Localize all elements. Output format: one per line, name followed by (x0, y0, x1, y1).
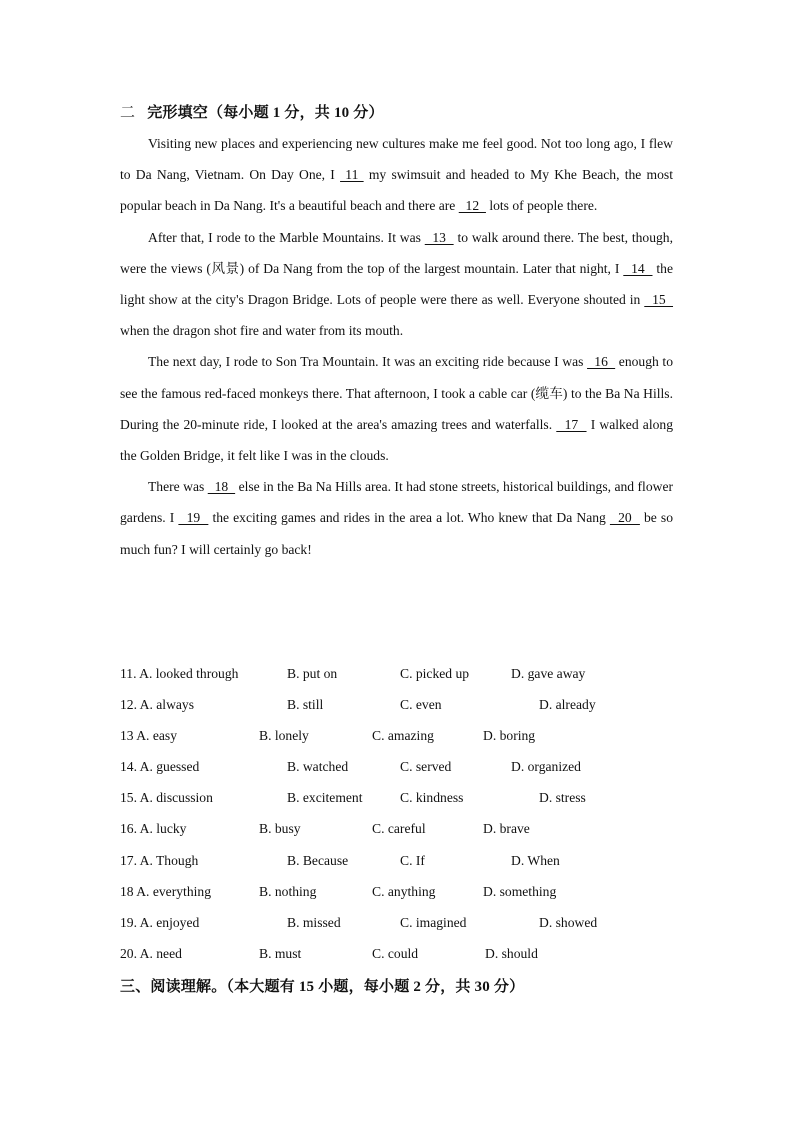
passage-text: Visiting new places and experiencing new cultures make me feel good. Not too long ago, I flew to Da Nang, Vietnam. On Day One, I (120, 136, 673, 183)
blank-16: 16 (587, 354, 616, 370)
option-a: 17. A. Though (120, 852, 199, 868)
option-c: C. If (400, 852, 425, 868)
question-16-options (120, 813, 680, 844)
option-c: C. amazing (372, 728, 434, 744)
option-b: B. missed (287, 914, 341, 930)
option-b: B. busy (259, 821, 301, 837)
option-b: B. watched (287, 759, 349, 775)
cloze-passage (120, 128, 673, 565)
passage-text: I walked along the Golden Bridge, it felt like I was in the clouds. (120, 416, 674, 464)
option-d: D. something (483, 883, 557, 899)
option-c: C. kindness (400, 790, 464, 806)
blank-20: 20 (609, 510, 640, 526)
option-b: B. still (287, 697, 324, 713)
option-b: B. nothing (259, 883, 317, 899)
question-20-options (120, 938, 680, 969)
question-14-options (120, 751, 680, 782)
option-d: D. gave away (511, 666, 586, 681)
blank-12: 12 (458, 198, 486, 214)
option-c: C. even (400, 697, 442, 713)
option-d: D. boring (483, 728, 536, 744)
blank-17: 17 (556, 416, 587, 432)
passage-paragraph-4 (120, 471, 673, 565)
blank-13: 13 (424, 229, 454, 245)
option-a: 20. A. need (120, 945, 182, 961)
passage-text: be so much fun? I will certainly go back! (120, 510, 673, 557)
passage-text: After that, I rode to the Marble Mountains. It was (148, 229, 425, 245)
option-d: D. already (539, 697, 596, 713)
section-2-number: 二 (120, 105, 136, 121)
option-d: D. showed (539, 914, 598, 930)
passage-text: There was (148, 479, 208, 495)
blank-19: 19 (178, 510, 209, 526)
question-17-options (120, 845, 680, 876)
passage-paragraph-3 (120, 346, 673, 471)
blank-18: 18 (207, 479, 236, 495)
passage-text: the light show at the city's Dragon Bridge. Lots of people were there as well. Everyone shouted in (120, 260, 674, 308)
passage-paragraph-2 (120, 222, 673, 347)
option-a: 18 A. everything (120, 883, 211, 899)
option-a: 11. A. looked through (120, 666, 239, 681)
option-d: D. brave (483, 821, 530, 837)
option-b: B. must (259, 945, 302, 961)
passage-text: enough to see the famous red-faced monkeys there. That afternoon, I took a cable car (缆车) to the Ba Na Hills. During the 20-minute ride, I looked at the area's amazing trees and waterfalls. (120, 354, 674, 432)
option-a: 16. A. lucky (120, 821, 187, 837)
option-c: C. picked up (400, 666, 470, 681)
question-15-options (120, 782, 680, 813)
section-2-heading (120, 101, 384, 122)
option-c: C. anything (372, 883, 436, 899)
section-3-heading (120, 975, 524, 996)
option-c: C. could (372, 945, 419, 961)
question-19-options (120, 907, 680, 938)
passage-text: else in the Ba Na Hills area. It had stone streets, historical buildings, and flower gardens. I (120, 479, 674, 526)
passage-paragraph-1 (120, 128, 673, 222)
section-2-title: 完形填空（每小题 1 分，共 10 分） (147, 105, 384, 121)
option-a: 15. A. discussion (120, 790, 213, 806)
option-b: B. put on (287, 666, 338, 681)
option-b: B. Because (287, 852, 349, 868)
option-d: D. organized (511, 759, 581, 775)
option-d: D. stress (539, 790, 586, 806)
option-d: D. should (485, 945, 538, 961)
blank-14: 14 (623, 260, 653, 276)
option-b: B. lonely (259, 728, 309, 744)
option-a: 19. A. enjoyed (120, 914, 200, 930)
blank-11: 11 (340, 167, 364, 183)
answer-options (120, 658, 680, 969)
option-a: 14. A. guessed (120, 759, 200, 775)
blank-15: 15 (644, 292, 674, 308)
option-c: C. served (400, 759, 452, 775)
question-13-options (120, 720, 680, 751)
question-12-options (120, 689, 680, 720)
option-b: B. excitement (287, 790, 363, 806)
option-a: 13 A. easy (120, 728, 178, 744)
question-11-options (120, 658, 680, 689)
option-d: D. When (511, 852, 560, 868)
option-a: 12. A. always (120, 697, 195, 713)
section-3-title: 三、阅读理解。（本大题有 15 小题，每小题 2 分，共 30 分） (120, 979, 525, 995)
passage-text: lots of people there. (485, 198, 598, 214)
passage-text: the exciting games and rides in the area a lot. Who knew that Da Nang (208, 510, 610, 526)
option-c: C. careful (372, 821, 426, 837)
passage-text: my swimsuit and headed to My Khe Beach, the most popular beach in Da Nang. It's a beautiful beach and there are (120, 167, 673, 214)
question-18-options (120, 876, 680, 907)
passage-text: to walk around there. The best, though, were the views (风景) of Da Nang from the top of the largest mountain. Later that night, I (120, 229, 674, 276)
passage-text: when the dragon shot fire and water from its mouth. (120, 323, 404, 339)
passage-text: The next day, I rode to Son Tra Mountain. It was an exciting ride because I was (148, 354, 588, 370)
option-c: C. imagined (400, 914, 467, 930)
